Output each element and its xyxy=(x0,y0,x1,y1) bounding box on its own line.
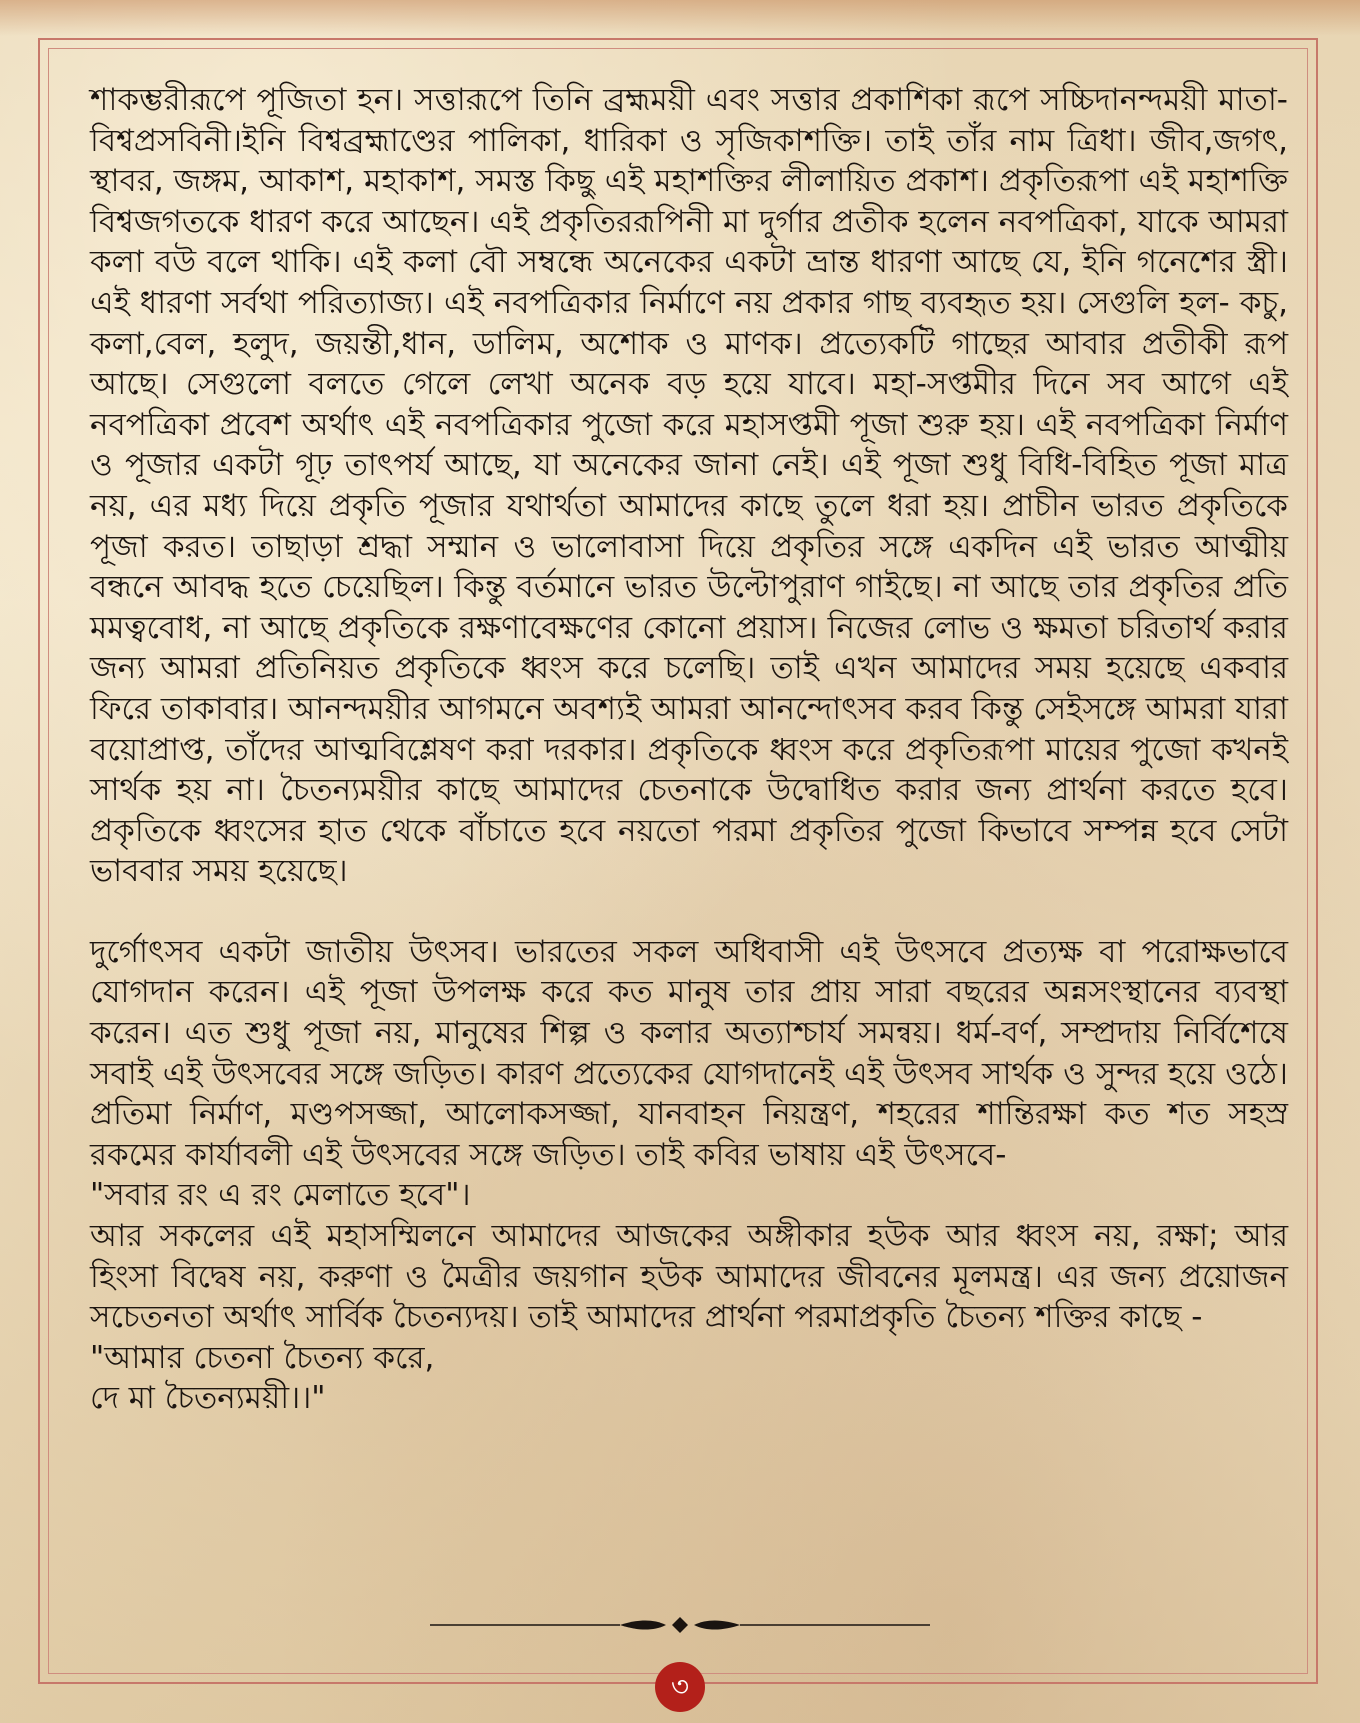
paper-top-stain xyxy=(0,0,1360,36)
divider-swirl-right xyxy=(694,1620,740,1629)
divider-ornament xyxy=(430,1610,930,1640)
quote-2-line-1: "আমার চেতনা চৈতন্য করে, xyxy=(90,1339,435,1376)
divider-swirl-left xyxy=(620,1620,666,1629)
paragraph-3: আর সকলের এই মহাসম্মিলনে আমাদের আজকের অঙ্গীকার হউক আর ধ্বংস নয়, রক্ষা; আর হিংসা বিদ্বেষ নয়, করুণা ও মৈত্রীর জয়গান হউক আমাদের জীবনের মূলমন্ত্র। এর জন্য প্রয়োজন সচেতনতা অর্থাৎ সার্বিক চৈতন্যদয়। তাই আমাদের প্রার্থনা পরমাপ্রকৃতি চৈতন্য শক্তির কাছে - xyxy=(90,1218,1288,1336)
quote-2-line-2: দে মা চৈতন্যময়ী।।" xyxy=(90,1380,326,1417)
quote-1: "সবার রং এ রং মেলাতে হবে"। xyxy=(90,1177,471,1214)
page-number-badge: ৩ xyxy=(655,1662,705,1712)
paragraph-1: শাকম্ভরীরূপে পূজিতা হন। সত্তারূপে তিনি ব্রহ্মময়ী এবং সত্তার প্রকাশিকা রূপে সচ্চিদানন্দময়ী মাতা-বিশ্বপ্রসবিনী।ইনি বিশ্বব্রহ্মাণ্ডের পালিকা, ধারিকা ও সৃজিকাশক্তি। তাই তাঁর নাম ত্রিধা। জীব,জগৎ, স্থাবর, জঙ্গম, আকাশ, মহাকাশ, সমস্ত কিছু এই মহাশক্তির লীলায়িত প্রকাশ। প্রকৃতিরূপা এই মহাশক্তি বিশ্বজগতকে ধারণ করে আছেন। এই প্রকৃতিররূপিনী মা দুর্গার প্রতীক হলেন নবপত্রিকা, যাকে আমরা কলা বউ বলে থাকি। এই কলা বৌ সম্বন্ধে অনেকের একটা ভ্রান্ত ধারণা আছে যে, ইনি গনেশের স্ত্রী। এই ধারণা সর্বথা পরিত্যাজ্য। এই নবপত্রিকার নির্মাণে নয় প্রকার গাছ ব্যবহৃত হয়। সেগুলি হল- কচু, কলা,বেল, হলুদ, জয়ন্তী,ধান, ডালিম, অশোক ও মাণক। প্রত্যেকটি গাছের আবার প্রতীকী রূপ আছে। সেগুলো বলতে গেলে লেখা অনেক বড় হয়ে যাবে। মহা-সপ্তমীর দিনে সব আগে এই নবপত্রিকা প্রবেশ অর্থাৎ এই নবপত্রিকার পুজো করে মহাসপ্তমী পূজা শুরু হয়। এই নবপত্রিকা নির্মাণ ও পূজার একটা গূঢ় তাৎপর্য আছে, যা অনেকের জানা নেই। এই পূজা শুধু বিধি-বিহিত পূজা মাত্র নয়, এর মধ্য দিয়ে প্রকৃতি পূজার যথার্থতা আমাদের কাছে তুলে ধরা হয়। প্রাচীন ভারত প্রকৃতিকে পূজা করত। তাছাড়া শ্রদ্ধা সম্মান ও ভালোবাসা দিয়ে প্রকৃতির সঙ্গে একদিন এই ভারত আত্মীয় বন্ধনে আবদ্ধ হতে চেয়েছিল। কিন্তু বর্তমানে ভারত উল্টোপুরাণ গাইছে। না আছে তার প্রকৃতির প্রতি মমত্ববোধ, না আছে প্রকৃতিকে রক্ষণাবেক্ষণের কোনো প্রয়াস। নিজের লোভ ও ক্ষমতা চরিতার্থ করার জন্য আমরা প্রতিনিয়ত প্রকৃতিকে ধ্বংস করে চলেছি। তাই এখন আমাদের সময় হয়েছে একবার ফিরে তাকাবার। আনন্দময়ীর আগমনে অবশ্যই আমরা আনন্দোৎসব করব কিন্তু সেইসঙ্গে আমরা যারা বয়োপ্রাপ্ত, তাঁদের আত্মবিশ্লেষণ করা দরকার। প্রকৃতিকে ধ্বংস করে প্রকৃতিরূপা মায়ের পুজো কখনই সার্থক হয় না। চৈতন্যময়ীর কাছে আমাদের চেতনাকে উদ্বোধিত করার জন্য প্রার্থনা করতে হবে। প্রকৃতিকে ধ্বংসের হাত থেকে বাঁচাতে হবে নয়তো পরমা প্রকৃতির পুজো কিভাবে সম্পন্ন হবে সেটা ভাববার সময় হয়েছে। xyxy=(90,82,1288,890)
paragraph-gap xyxy=(90,892,1288,932)
article-body xyxy=(90,80,1288,1419)
divider-diamond xyxy=(672,1617,688,1633)
paragraph-2: দুর্গোৎসব একটা জাতীয় উৎসব। ভারতের সকল অধিবাসী এই উৎসবে প্রত্যক্ষ বা পরোক্ষভাবে যোগদান করেন। এই পূজা উপলক্ষ করে কত মানুষ তার প্রায় সারা বছরের অন্নসংস্থানের ব্যবস্থা করেন। এত শুধু পূজা নয়, মানুষের শিল্প ও কলার অত্যাশ্চার্য সমন্বয়। ধর্ম-বর্ণ, সম্প্রদায় নির্বিশেষে সবাই এই উৎসবের সঙ্গে জড়িত। কারণ প্রত্যেকের যোগদানেই এই উৎসব সার্থক ও সুন্দর হয়ে ওঠে। প্রতিমা নির্মাণ, মণ্ডপসজ্জা, আলোকসজ্জা, যানবাহন নিয়ন্ত্রণ, শহরের শান্তিরক্ষা কত শত সহস্র রকমের কার্যাবলী এই উৎসবের সঙ্গে জড়িত। তাই কবির ভাষায় এই উৎসবে- xyxy=(90,933,1288,1173)
